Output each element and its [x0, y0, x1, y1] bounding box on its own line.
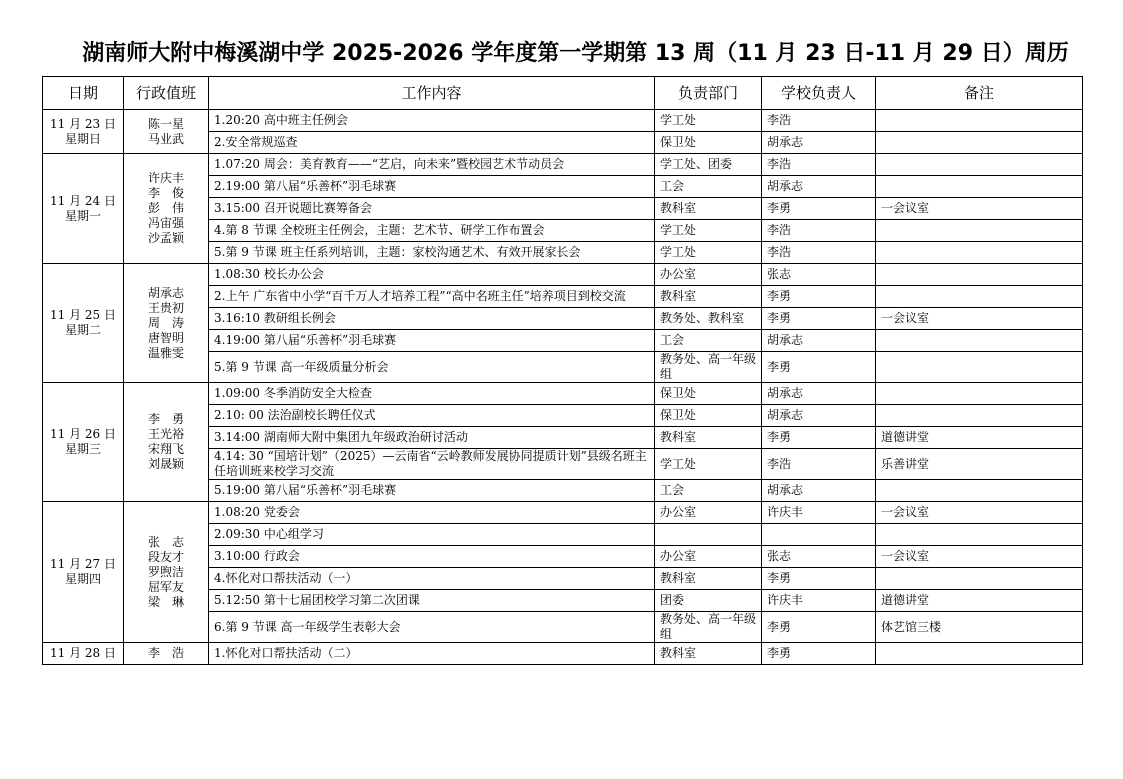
weekday-text: 星期二 — [64, 323, 101, 337]
leader-cell — [762, 524, 876, 546]
weekday-text: 星期一 — [64, 208, 101, 223]
header-leader: 学校负责人 — [762, 77, 876, 110]
leader-cell: 李勇 — [762, 612, 876, 643]
date-text: 11 月 28 日 — [50, 646, 116, 660]
content-cell: 2.安全常规巡查 — [209, 132, 655, 154]
note-cell: 乐善讲堂 — [876, 449, 1083, 480]
leader-cell: 李勇 — [762, 427, 876, 449]
note-cell — [876, 176, 1083, 198]
note-cell: 一会议室 — [876, 546, 1083, 568]
content-cell: 2.10: 00 法治副校长聘任仪式 — [209, 405, 655, 427]
content-cell: 6.第 9 节课 高一年级学生表彰大会 — [209, 612, 655, 643]
leader-cell: 李浩 — [762, 449, 876, 480]
leader-cell: 李浩 — [762, 242, 876, 264]
weekday-text: 星期四 — [64, 572, 101, 586]
date-cell — [43, 643, 124, 665]
note-cell — [876, 643, 1083, 665]
note-cell — [876, 524, 1083, 546]
dept-cell: 保卫处 — [655, 383, 762, 405]
header-duty: 行政值班 — [124, 77, 209, 110]
leader-cell: 李浩 — [762, 154, 876, 176]
weekday-text: 星期日 — [64, 131, 101, 146]
duty-cell — [124, 154, 209, 264]
table-row — [43, 110, 1083, 132]
dept-cell: 工会 — [655, 480, 762, 502]
content-cell: 2.上午 广东省中小学“百千万人才培养工程”“高中名班主任”培养项目到校交流 — [209, 286, 655, 308]
duty-cell — [124, 383, 209, 502]
duty-person: 冯宙强 — [147, 216, 184, 230]
duty-cell — [124, 264, 209, 383]
content-cell: 5.12:50 第十七届团校学习第二次团课 — [209, 590, 655, 612]
dept-cell: 保卫处 — [655, 132, 762, 154]
date-text: 11 月 26 日 — [50, 427, 116, 441]
content-cell: 5.第 9 节课 班主任系列培训，主题：家校沟通艺术、有效开展家长会 — [209, 242, 655, 264]
table-row — [43, 643, 1083, 665]
duty-person: 李 俊 — [147, 186, 184, 200]
table-row — [43, 264, 1083, 286]
leader-cell: 李勇 — [762, 568, 876, 590]
note-cell — [876, 220, 1083, 242]
leader-cell: 许庆丰 — [762, 590, 876, 612]
content-cell: 4.第 8 节课 全校班主任例会，主题：艺术节、研学工作布置会 — [209, 220, 655, 242]
date-cell — [43, 110, 124, 154]
leader-cell: 胡承志 — [762, 480, 876, 502]
leader-cell: 张志 — [762, 264, 876, 286]
dept-cell: 教科室 — [655, 286, 762, 308]
dept-cell: 教科室 — [655, 198, 762, 220]
content-cell: 5.19:00 第八届“乐善杯”羽毛球赛 — [209, 480, 655, 502]
content-cell: 1.07:20 周会：美育教育——“艺启，向未来”暨校园艺术节动员会 — [209, 154, 655, 176]
dept-cell: 办公室 — [655, 546, 762, 568]
note-cell — [876, 286, 1083, 308]
note-cell: 一会议室 — [876, 198, 1083, 220]
duty-person: 许庆丰 — [147, 171, 184, 185]
leader-cell: 许庆丰 — [762, 502, 876, 524]
dept-cell: 教务处、高一年级组 — [655, 612, 762, 643]
dept-cell: 学工处 — [655, 110, 762, 132]
content-cell: 4.怀化对口帮扶活动（一） — [209, 568, 655, 590]
note-cell — [876, 568, 1083, 590]
leader-cell: 李勇 — [762, 308, 876, 330]
schedule-body — [43, 110, 1083, 665]
note-cell — [876, 110, 1083, 132]
leader-cell: 李勇 — [762, 286, 876, 308]
header-row — [43, 77, 1083, 110]
note-cell — [876, 132, 1083, 154]
content-cell: 1.09:00 冬季消防安全大检查 — [209, 383, 655, 405]
dept-cell: 教务处、教科室 — [655, 308, 762, 330]
note-cell: 道德讲堂 — [876, 590, 1083, 612]
leader-cell: 胡承志 — [762, 383, 876, 405]
duty-cell — [124, 502, 209, 643]
dept-cell: 办公室 — [655, 502, 762, 524]
note-cell — [876, 242, 1083, 264]
header-note: 备注 — [876, 77, 1083, 110]
dept-cell: 保卫处 — [655, 405, 762, 427]
duty-person: 胡承志 — [147, 285, 184, 300]
dept-cell: 工会 — [655, 330, 762, 352]
date-cell — [43, 264, 124, 383]
content-cell: 2.19:00 第八届“乐善杯”羽毛球赛 — [209, 176, 655, 198]
note-cell — [876, 264, 1083, 286]
duty-cell — [124, 110, 209, 154]
table-row — [43, 502, 1083, 524]
content-cell: 4.19:00 第八届“乐善杯”羽毛球赛 — [209, 330, 655, 352]
duty-person: 温雅雯 — [147, 345, 184, 360]
duty-person: 梁 琳 — [147, 594, 184, 609]
note-cell: 体艺馆三楼 — [876, 612, 1083, 643]
leader-cell: 李浩 — [762, 110, 876, 132]
leader-cell: 胡承志 — [762, 176, 876, 198]
duty-person: 周 涛 — [147, 315, 184, 330]
note-cell — [876, 405, 1083, 427]
content-cell: 3.15:00 召开说题比赛筹备会 — [209, 198, 655, 220]
note-cell — [876, 330, 1083, 352]
content-cell: 1.08:30 校长办公会 — [209, 264, 655, 286]
note-cell — [876, 352, 1083, 383]
leader-cell: 李勇 — [762, 643, 876, 665]
dept-cell: 教科室 — [655, 427, 762, 449]
duty-person: 王光裕 — [147, 427, 184, 441]
dept-cell: 学工处 — [655, 449, 762, 480]
content-cell: 3.16:10 教研组长例会 — [209, 308, 655, 330]
content-cell: 1.20:20 高中班主任例会 — [209, 110, 655, 132]
leader-cell: 胡承志 — [762, 405, 876, 427]
page-title: 湖南师大附中梅溪湖中学 2025-2026 学年度第一学期第 13 周（11 月 23 日-11 月 29 日）周历 — [82, 41, 1069, 66]
duty-person: 罗煦洁 — [147, 564, 184, 579]
duty-person: 唐智明 — [147, 330, 184, 345]
duty-person: 李 勇 — [147, 412, 184, 426]
note-cell: 道德讲堂 — [876, 427, 1083, 449]
schedule-table — [42, 76, 1083, 665]
duty-person: 彭 伟 — [147, 201, 184, 215]
date-cell — [43, 383, 124, 502]
date-text: 11 月 23 日 — [50, 116, 116, 131]
duty-person: 沙孟颖 — [147, 231, 184, 245]
duty-person: 马业武 — [147, 131, 184, 146]
header-dept: 负责部门 — [655, 77, 762, 110]
weekday-text: 星期三 — [64, 442, 101, 456]
duty-cell — [124, 643, 209, 665]
content-cell: 3.14:00 湖南师大附中集团九年级政治研讨活动 — [209, 427, 655, 449]
note-cell — [876, 154, 1083, 176]
duty-person: 段友才 — [147, 549, 184, 564]
date-cell — [43, 154, 124, 264]
dept-cell: 教务处、高一年级组 — [655, 352, 762, 383]
note-cell — [876, 383, 1083, 405]
content-cell: 1.怀化对口帮扶活动（二） — [209, 643, 655, 665]
table-row — [43, 383, 1083, 405]
date-cell — [43, 502, 124, 643]
content-cell: 1.08:20 党委会 — [209, 502, 655, 524]
dept-cell: 学工处 — [655, 242, 762, 264]
dept-cell: 办公室 — [655, 264, 762, 286]
duty-person: 宋翔飞 — [147, 442, 184, 456]
header-date: 日期 — [43, 77, 124, 110]
leader-cell: 胡承志 — [762, 330, 876, 352]
dept-cell — [655, 524, 762, 546]
header-content: 工作内容 — [209, 77, 655, 110]
dept-cell: 学工处 — [655, 220, 762, 242]
duty-person: 陈一星 — [147, 116, 184, 131]
content-cell: 3.10:00 行政会 — [209, 546, 655, 568]
date-text: 11 月 24 日 — [50, 193, 116, 208]
note-cell — [876, 480, 1083, 502]
date-text: 11 月 25 日 — [50, 308, 116, 322]
dept-cell: 教科室 — [655, 568, 762, 590]
duty-person: 张 志 — [147, 534, 184, 549]
duty-person: 刘晟颖 — [147, 457, 184, 471]
leader-cell: 李勇 — [762, 352, 876, 383]
duty-person: 王贵初 — [147, 300, 184, 315]
content-cell: 5.第 9 节课 高一年级质量分析会 — [209, 352, 655, 383]
leader-cell: 李勇 — [762, 198, 876, 220]
content-cell: 4.14: 30 “国培计划”（2025）—云南省“云岭教师发展协同提质计划”县级名班主任培训班来校学习交流 — [209, 449, 655, 480]
dept-cell: 工会 — [655, 176, 762, 198]
duty-person: 李 浩 — [147, 646, 184, 660]
dept-cell: 学工处、团委 — [655, 154, 762, 176]
duty-person: 屈军友 — [147, 579, 184, 594]
dept-cell: 团委 — [655, 590, 762, 612]
leader-cell: 张志 — [762, 546, 876, 568]
table-row — [43, 154, 1083, 176]
dept-cell: 教科室 — [655, 643, 762, 665]
date-text: 11 月 27 日 — [50, 557, 116, 571]
note-cell: 一会议室 — [876, 308, 1083, 330]
leader-cell: 胡承志 — [762, 132, 876, 154]
content-cell: 2.09:30 中心组学习 — [209, 524, 655, 546]
note-cell: 一会议室 — [876, 502, 1083, 524]
leader-cell: 李浩 — [762, 220, 876, 242]
